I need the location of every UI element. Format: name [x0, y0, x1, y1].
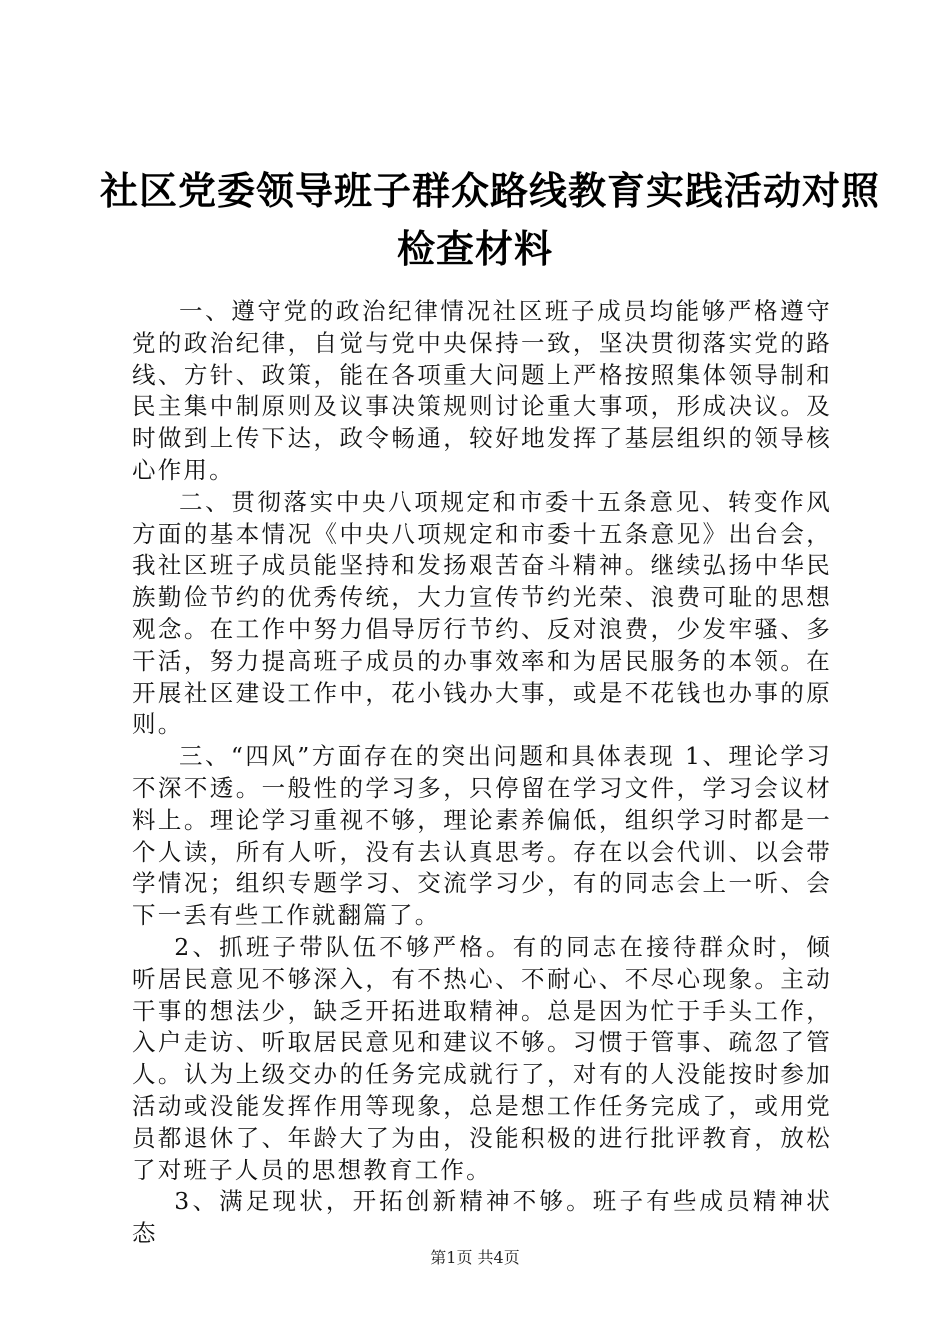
- paragraph-5: 3、满足现状，开拓创新精神不够。班子有些成员精神状态: [132, 1187, 832, 1248]
- document-title-line-2: 检查材料: [396, 227, 553, 271]
- page-number-footer: 第1页 共4页: [430, 1248, 520, 1267]
- paragraph-3: 三、“四风”方面存在的突出问题和具体表现 1、理论学习不深不透。一般性的学习多，只停留在学习文件，学习会议材料上。理论学习重视不够，理论素养偏低，组织学习时都是一个人读，所有人听，没有去认真思考。存在以会代训、以会带学情况；组织专题学习、交流学习少，有的同志会上一听、会下一丢有些工作就翻篇了。: [132, 742, 832, 930]
- paragraph-4: 2、抓班子带队伍不够严格。有的同志在接待群众时，倾听居民意见不够深入，有不热心、不耐心、不尽心现象。主动干事的想法少，缺乏开拓进取精神。总是因为忙于手头工作，入户走访、听取居民意见和建议不够。习惯于管事、疏忽了管人。认为上级交办的任务完成就行了，对有的人没能按时参加活动或没能发挥作用等现象，总是想工作任务完成了，或用党员都退休了、年龄大了为由，没能积极的进行批评教育，放松了对班子人员的思想教育工作。: [132, 932, 832, 1184]
- document-title-line-1: 社区党委领导班子群众路线教育实践活动对照: [100, 169, 881, 213]
- paragraph-2: 二、贯彻落实中央八项规定和市委十五条意见、转变作风方面的基本情况《中央八项规定和市委十五条意见》出台会，我社区班子成员能坚持和发扬艰苦奋斗精神。继续弘扬中华民族勤俭节约的优秀传统，大力宣传节约光荣、浪费可耻的思想观念。在工作中努力倡导厉行节约、反对浪费，少发牢骚、多干活，努力提高班子成员的办事效率和为居民服务的本领。在开展社区建设工作中，花小钱办大事，或是不花钱也办事的原则。: [132, 487, 832, 739]
- document-body: [132, 296, 832, 1250]
- paragraph-1: 一、遵守党的政治纪律情况社区班子成员均能够严格遵守党的政治纪律，自觉与党中央保持一致，坚决贯彻落实党的路线、方针、政策，能在各项重大问题上严格按照集体领导制和民主集中制原则及议事决策规则讨论重大事项，形成决议。及时做到上传下达，政令畅通，较好地发挥了基层组织的领导核心作用。: [132, 297, 832, 484]
